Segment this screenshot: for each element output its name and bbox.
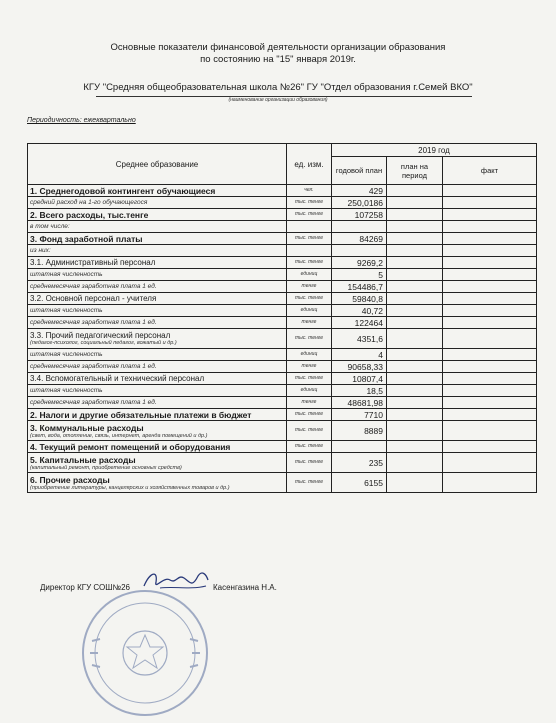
row-label-text: 3. Коммунальные расходы: [30, 422, 144, 433]
table-row: [28, 281, 537, 293]
row-annual-plan: [332, 221, 387, 233]
row-label: [28, 373, 287, 385]
director-name: Касенгазина Н.А.: [213, 583, 277, 592]
row-period-plan: [387, 373, 443, 385]
table-row: [28, 185, 537, 197]
row-unit: [287, 221, 332, 233]
row-label-text: 1. Среднегодовой контингент обучающиеся: [30, 185, 216, 196]
row-label: [28, 257, 287, 269]
row-fact: [443, 197, 537, 209]
row-period-plan: [387, 317, 443, 329]
row-unit: тенге: [287, 317, 332, 329]
row-fact: [443, 293, 537, 305]
row-label: [28, 281, 287, 293]
periodicity-label: Периодичность: ежеквартально: [27, 117, 136, 124]
title-line-2: по состоянию на "15" января 2019г.: [200, 54, 356, 65]
header-year: 2019 год: [332, 144, 537, 157]
row-fact: [443, 409, 537, 421]
row-label-text: штатная численность: [30, 307, 103, 314]
row-period-plan: [387, 421, 443, 441]
row-period-plan: [387, 197, 443, 209]
row-fact: [443, 361, 537, 373]
row-unit: чел.: [287, 185, 332, 197]
row-period-plan: [387, 269, 443, 281]
row-fact: [443, 281, 537, 293]
row-label: [28, 385, 287, 397]
row-period-plan: [387, 409, 443, 421]
row-unit: тыс. тенге: [287, 373, 332, 385]
row-period-plan: [387, 349, 443, 361]
row-label: [28, 397, 287, 409]
table-row: [28, 233, 537, 245]
title-line-1: Основные показатели финансовой деятельности организации образования: [110, 42, 446, 53]
row-unit: тыс. тенге: [287, 197, 332, 209]
row-label: [28, 349, 287, 361]
row-period-plan: [387, 257, 443, 269]
table-row: [28, 197, 537, 209]
row-unit: тенге: [287, 361, 332, 373]
organization-stamp: [70, 583, 220, 723]
row-unit: тыс. тенге: [287, 293, 332, 305]
row-annual-plan: 84269: [332, 233, 387, 245]
table-row: [28, 317, 537, 329]
row-label-text: среднемесячная заработная плата 1 ед.: [30, 363, 157, 370]
table-row: [28, 397, 537, 409]
row-fact: [443, 257, 537, 269]
row-period-plan: [387, 185, 443, 197]
row-unit: тыс. тенге: [287, 441, 332, 453]
row-unit: единиц: [287, 269, 332, 281]
row-annual-plan: [332, 441, 387, 453]
row-annual-plan: 250,0186: [332, 197, 387, 209]
row-period-plan: [387, 329, 443, 349]
row-unit: единиц: [287, 349, 332, 361]
row-annual-plan: 429: [332, 185, 387, 197]
row-period-plan: [387, 441, 443, 453]
table-row: [28, 305, 537, 317]
row-fact: [443, 397, 537, 409]
row-label: [28, 361, 287, 373]
row-fact: [443, 185, 537, 197]
row-label: [28, 305, 287, 317]
row-annual-plan: 40,72: [332, 305, 387, 317]
row-annual-plan: 5: [332, 269, 387, 281]
row-period-plan: [387, 293, 443, 305]
table-row: [28, 329, 537, 349]
row-label-text: 2. Налоги и другие обязательные платежи в бюджет: [30, 409, 252, 420]
row-unit: тыс. тенге: [287, 233, 332, 245]
table-row: [28, 441, 537, 453]
row-annual-plan: [332, 245, 387, 257]
row-fact: [443, 233, 537, 245]
table-row: [28, 257, 537, 269]
row-label: [28, 421, 287, 441]
row-label-text: средний расход на 1-го обучающегося: [30, 199, 148, 206]
row-label-text: среднемесячная заработная плата 1 ед.: [30, 283, 157, 290]
row-fact: [443, 453, 537, 473]
row-fact: [443, 209, 537, 221]
row-label: [28, 317, 287, 329]
row-label-text: 3.2. Основной персонал - учителя: [30, 294, 157, 303]
row-fact: [443, 221, 537, 233]
row-annual-plan: 6155: [332, 473, 387, 493]
row-period-plan: [387, 397, 443, 409]
row-unit: тенге: [287, 397, 332, 409]
row-period-plan: [387, 453, 443, 473]
row-annual-plan: 4: [332, 349, 387, 361]
row-unit: тыс. тенге: [287, 421, 332, 441]
row-fact: [443, 385, 537, 397]
row-annual-plan: 154486,7: [332, 281, 387, 293]
financial-indicators-table: [27, 143, 537, 493]
row-annual-plan: 59840,8: [332, 293, 387, 305]
table-row: [28, 421, 537, 441]
row-annual-plan: 107258: [332, 209, 387, 221]
row-label-text: 3.1. Административный персонал: [30, 258, 156, 267]
row-note: (педагог-психолог, социальный педагог, вожатый и др.): [30, 340, 177, 346]
table-row: [28, 209, 537, 221]
row-label-text: штатная численность: [30, 271, 103, 278]
row-period-plan: [387, 245, 443, 257]
row-unit: тыс. тенге: [287, 329, 332, 349]
row-label: [28, 293, 287, 305]
row-fact: [443, 245, 537, 257]
table-row: [28, 269, 537, 281]
row-label-text: 5. Капитальные расходы: [30, 454, 136, 465]
row-fact: [443, 473, 537, 493]
row-annual-plan: 90658,33: [332, 361, 387, 373]
row-unit: [287, 245, 332, 257]
row-label-text: 6. Прочие расходы: [30, 474, 110, 485]
document-title: [40, 42, 516, 66]
table-row: [28, 245, 537, 257]
table-row: [28, 293, 537, 305]
header-period-plan: план на период: [387, 157, 443, 185]
table-row: [28, 453, 537, 473]
row-period-plan: [387, 473, 443, 493]
row-unit: единиц: [287, 305, 332, 317]
row-annual-plan: 10807,4: [332, 373, 387, 385]
row-label-text: 4. Текущий ремонт помещений и оборудования: [30, 441, 231, 452]
row-unit: тыс. тенге: [287, 257, 332, 269]
table-row: [28, 221, 537, 233]
row-annual-plan: 48681,98: [332, 397, 387, 409]
organization-note: (наименование организации образования): [228, 97, 328, 103]
row-period-plan: [387, 233, 443, 245]
row-period-plan: [387, 209, 443, 221]
row-label-text: среднемесячная заработная плата 1 ед.: [30, 319, 157, 326]
row-annual-plan: 4351,6: [332, 329, 387, 349]
header-section: Среднее образование: [28, 144, 287, 185]
row-label: [28, 473, 287, 493]
table-row: [28, 373, 537, 385]
row-note: (капитальный ремонт, приобретение основных средств): [30, 464, 182, 471]
row-fact: [443, 349, 537, 361]
row-unit: тыс. тенге: [287, 409, 332, 421]
row-label-text: штатная численность: [30, 387, 103, 394]
row-annual-plan: 235: [332, 453, 387, 473]
row-annual-plan: 18,5: [332, 385, 387, 397]
row-unit: тенге: [287, 281, 332, 293]
row-annual-plan: 8889: [332, 421, 387, 441]
row-label: [28, 233, 287, 245]
row-period-plan: [387, 385, 443, 397]
row-fact: [443, 373, 537, 385]
header-annual-plan: годовой план: [332, 157, 387, 185]
row-label-text: 3. Фонд заработной платы: [30, 233, 143, 244]
table-row: [28, 349, 537, 361]
row-unit: тыс. тенге: [287, 473, 332, 493]
row-label-text: в том числе:: [30, 223, 70, 230]
table-row: [28, 473, 537, 493]
row-period-plan: [387, 361, 443, 373]
row-label-text: 3.4. Вспомогательный и технический персонал: [30, 374, 205, 383]
row-label-text: штатная численность: [30, 351, 103, 358]
row-period-plan: [387, 305, 443, 317]
row-label-text: 2. Всего расходы, тыс.тенге: [30, 209, 149, 220]
row-label: [28, 409, 287, 421]
director-title: Директор КГУ СОШ№26: [40, 583, 131, 592]
organization-name: КГУ "Средняя общеобразовательная школа №26" ГУ "Отдел образования г.Семей ВКО": [83, 82, 473, 93]
row-fact: [443, 329, 537, 349]
row-annual-plan: 7710: [332, 409, 387, 421]
row-label: [28, 269, 287, 281]
row-fact: [443, 269, 537, 281]
row-label-text: среднемесячная заработная плата 1 ед.: [30, 399, 157, 406]
row-label: [28, 221, 287, 233]
row-note: (свет, вода, отопление, связь, интернет, аренда помещений и др.): [30, 432, 208, 439]
row-period-plan: [387, 281, 443, 293]
row-label: [28, 185, 287, 197]
row-fact: [443, 305, 537, 317]
row-period-plan: [387, 221, 443, 233]
row-label: [28, 197, 287, 209]
table-row: [28, 385, 537, 397]
row-unit: единиц: [287, 385, 332, 397]
row-fact: [443, 421, 537, 441]
row-unit: тыс. тенге: [287, 209, 332, 221]
header-unit: ед. изм.: [287, 144, 332, 185]
row-label-text: из них:: [30, 247, 51, 254]
row-label: [28, 329, 287, 349]
row-label-text: 3.3. Прочий педагогический персонал: [30, 331, 171, 340]
row-label: [28, 245, 287, 257]
header-fact: факт: [443, 157, 537, 185]
row-label: [28, 453, 287, 473]
row-label: [28, 209, 287, 221]
table-row: [28, 409, 537, 421]
row-note: (приобретение литературы, канцелярских и хозяйственных товаров и др.): [30, 484, 230, 491]
row-fact: [443, 441, 537, 453]
table-row: [28, 361, 537, 373]
row-annual-plan: 122464: [332, 317, 387, 329]
row-unit: тыс. тенге: [287, 453, 332, 473]
row-label: [28, 441, 287, 453]
row-annual-plan: 9269,2: [332, 257, 387, 269]
row-fact: [443, 317, 537, 329]
